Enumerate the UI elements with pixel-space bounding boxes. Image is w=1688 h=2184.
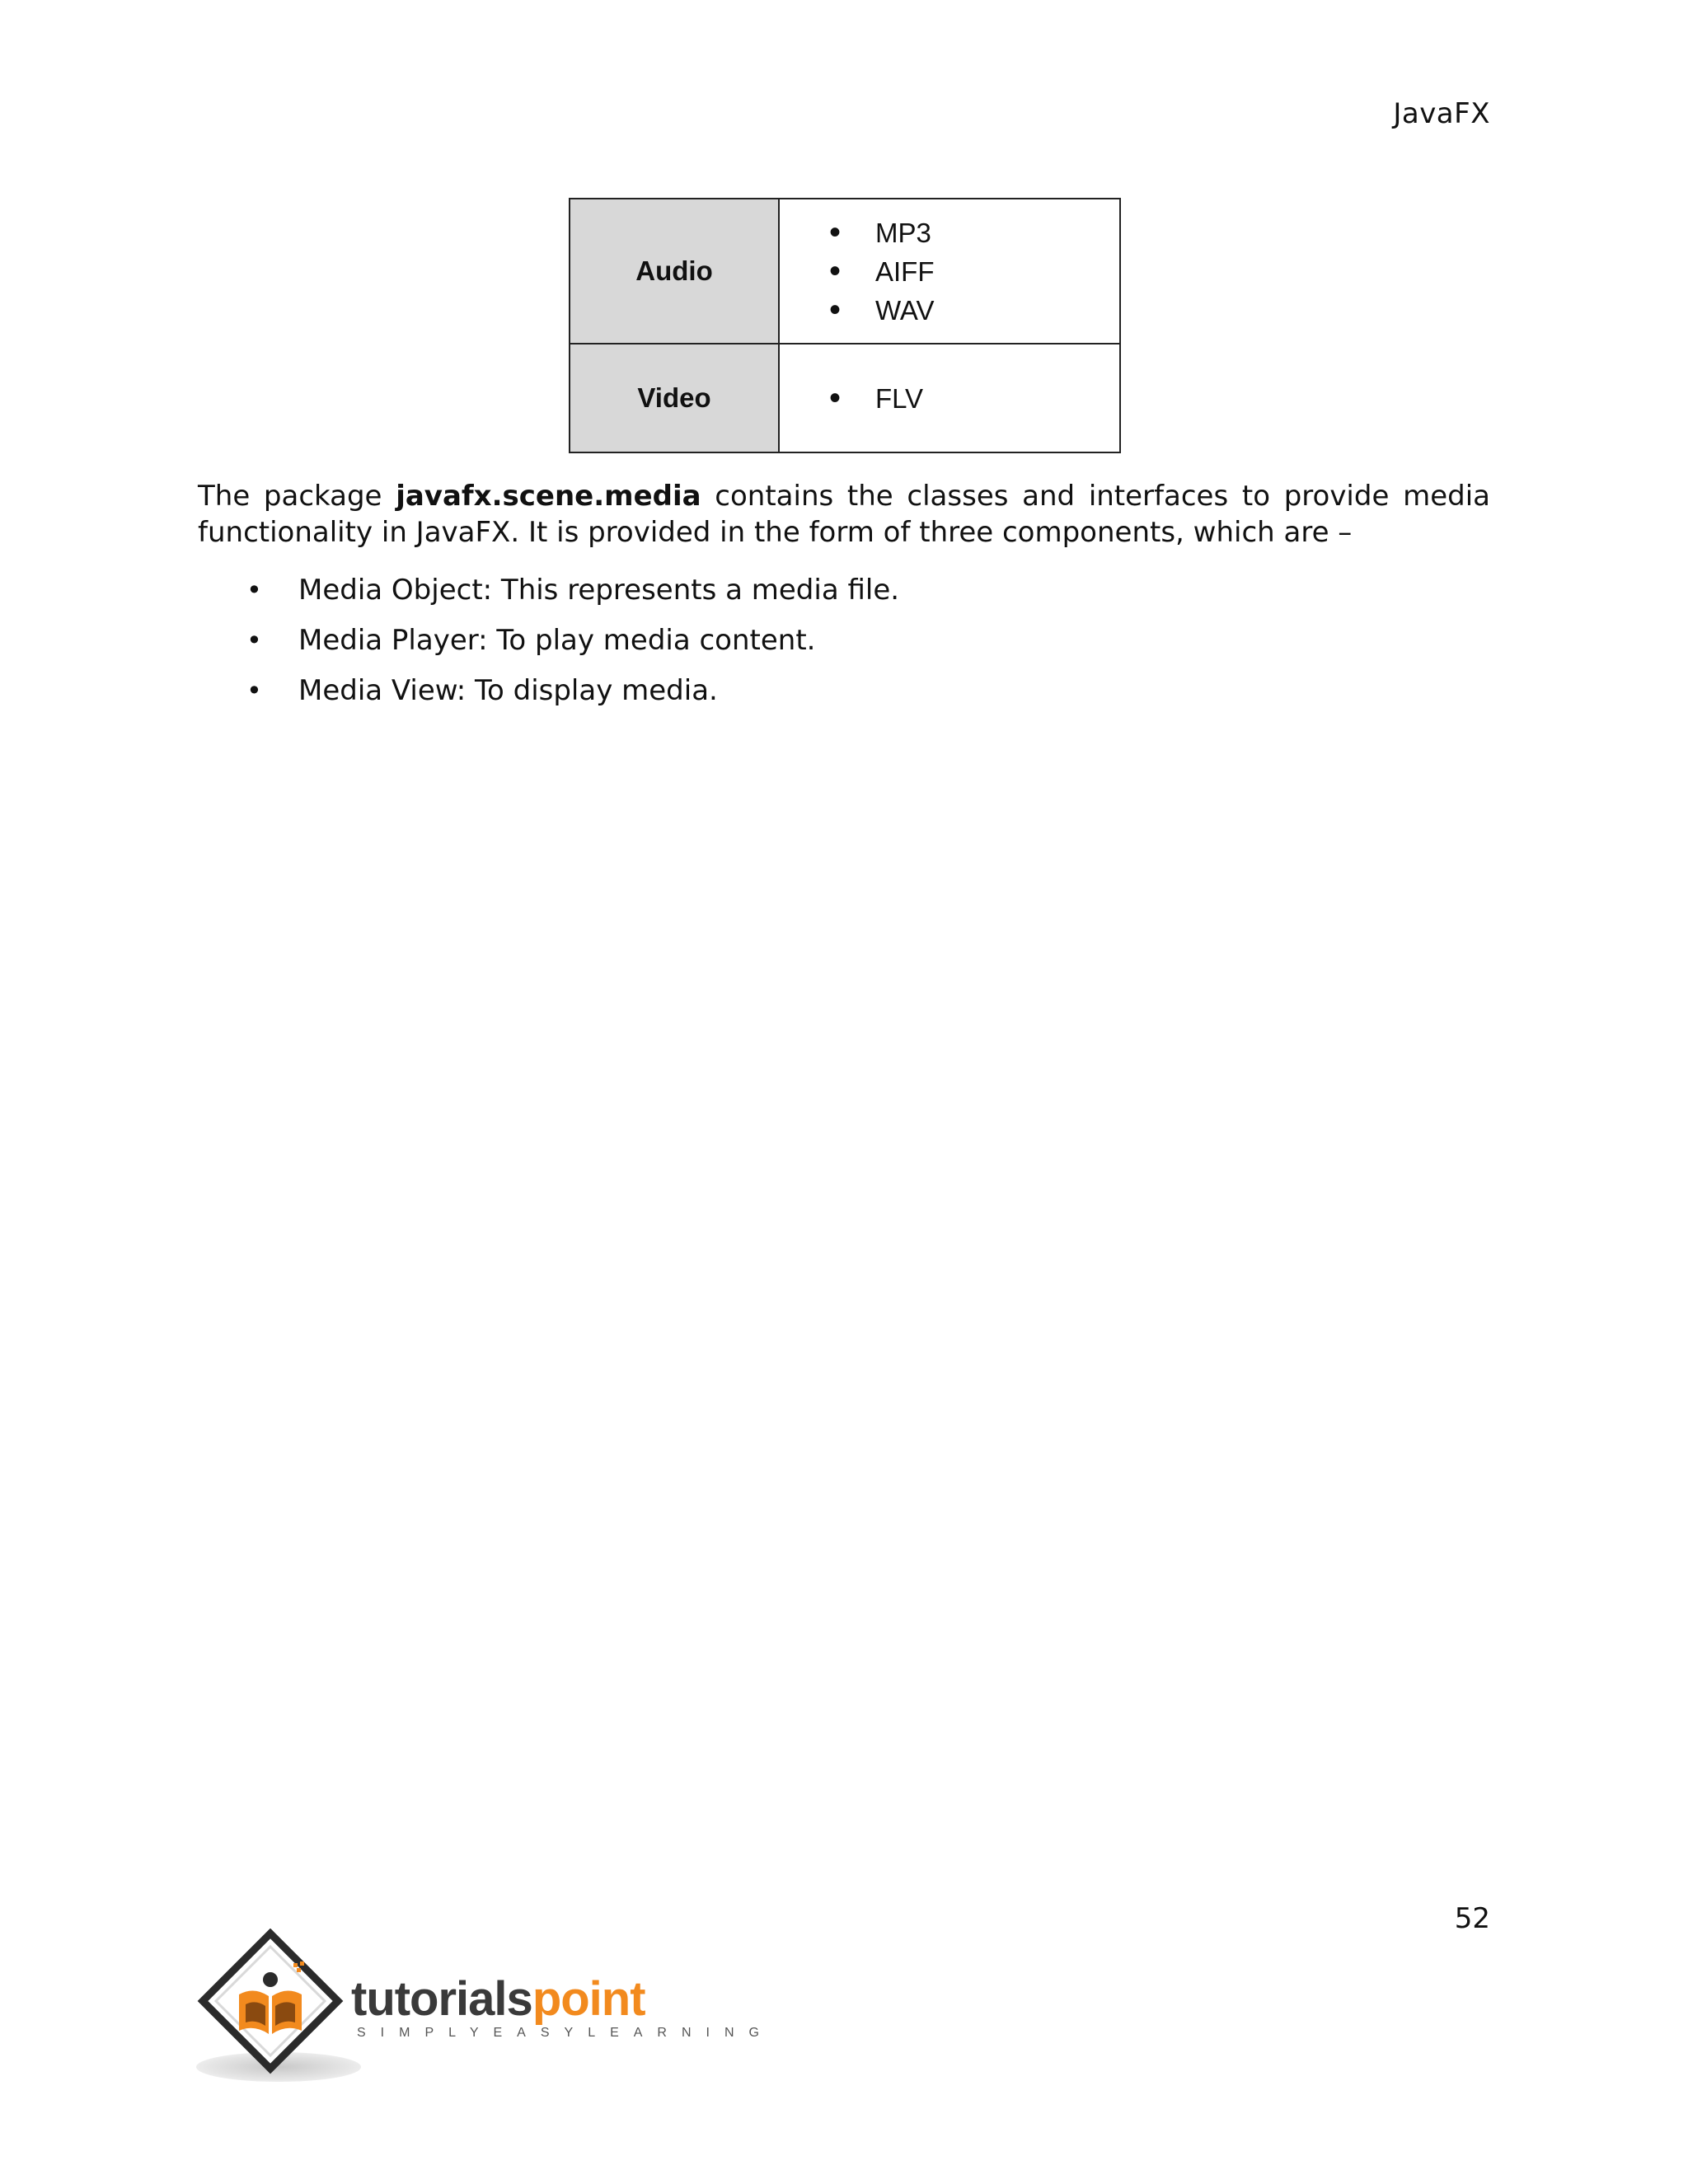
list-item: • Media View: To display media. — [198, 673, 899, 709]
list-item: • Media Object: This represents a media file. — [198, 572, 899, 608]
format-list — [829, 379, 1118, 418]
logo-tagline: SIMPLYEASYLEARNING — [357, 2026, 774, 2040]
formats-cell — [779, 344, 1120, 452]
media-type-cell: Audio — [570, 199, 779, 344]
body-paragraph — [198, 478, 1490, 551]
formats-cell — [779, 199, 1120, 344]
media-type-cell: Video — [570, 344, 779, 452]
tutorialspoint-logo — [196, 1929, 774, 2093]
paragraph-line — [198, 478, 1490, 514]
list-item: • MP3 — [829, 213, 1118, 252]
components-list — [198, 572, 899, 723]
package-name: javafx.scene.media — [396, 480, 701, 513]
media-formats-table — [569, 198, 1121, 453]
list-item: • Media Player: To play media content. — [198, 622, 899, 658]
logo-diamond-icon — [196, 1929, 345, 2077]
list-item: • AIFF — [829, 252, 1118, 291]
paragraph-prefix: The package — [198, 480, 382, 513]
paragraph-line: functionality in JavaFX. It is provided in the form of three components, which are – — [198, 516, 1353, 549]
list-item: • FLV — [829, 379, 1118, 418]
paragraph-suffix: contains the classes and interfaces to provide media — [715, 480, 1490, 513]
table-row — [570, 344, 1120, 452]
list-item: • WAV — [829, 291, 1118, 330]
page-number: 52 — [1454, 1902, 1490, 1935]
format-list — [829, 213, 1118, 330]
logo-wordmark: tutorialspoint — [351, 1972, 645, 2026]
table-row — [570, 199, 1120, 344]
running-header: JavaFX — [1393, 97, 1490, 130]
